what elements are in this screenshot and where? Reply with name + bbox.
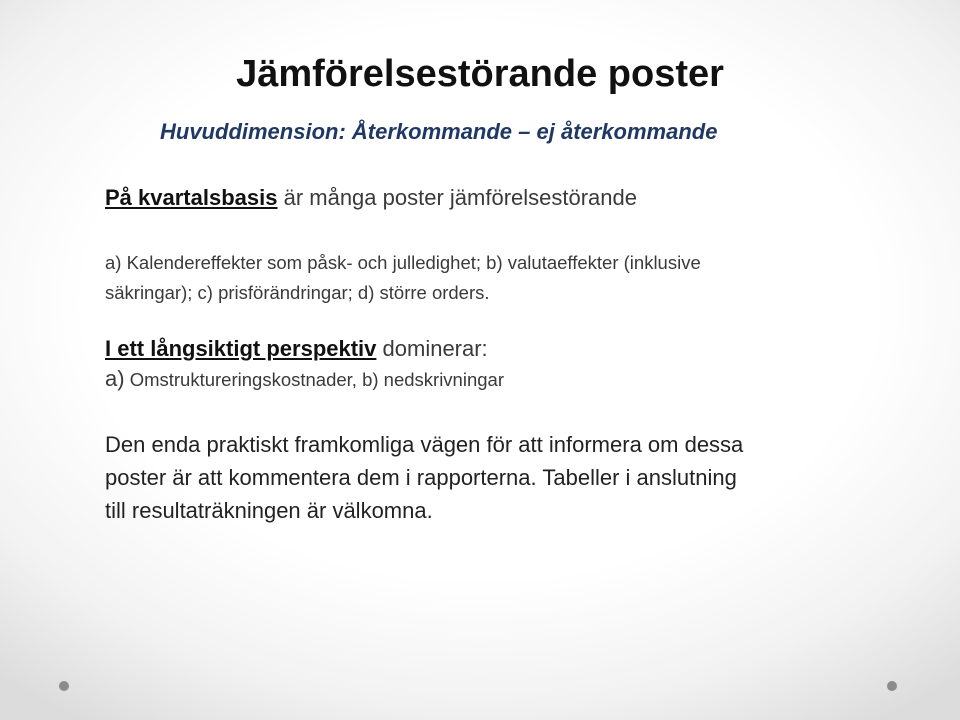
paragraph-quarterly-items <box>105 248 895 308</box>
quarterly-items-line-1: a) Kalendereffekter som påsk- och julledighet; b) valutaeffekter (inklusive <box>105 252 701 273</box>
slide-subtitle: Huvuddimension: Återkommande – ej återkommande <box>160 119 718 144</box>
quarterly-items-line-2: säkringar); c) prisförändringar; d) större orders. <box>105 282 490 303</box>
long-term-text: dominerar: <box>376 336 488 361</box>
decorative-dot-left <box>59 681 69 691</box>
paragraph-quarterly <box>105 184 895 212</box>
conclusion-line-1: Den enda praktiskt framkomliga vägen för att informera om dessa <box>105 432 744 457</box>
paragraph-long-term <box>105 334 895 395</box>
long-term-items: Omstruktureringskostnader, b) nedskrivningar <box>124 369 504 390</box>
long-term-item-lead: a) <box>105 366 125 391</box>
quarterly-emphasis: På kvartalsbasis <box>105 185 278 210</box>
paragraph-conclusion <box>105 428 895 527</box>
quarterly-text: är många poster jämförelsestörande <box>277 185 637 210</box>
long-term-line-1 <box>105 334 895 364</box>
conclusion-line-2: poster är att kommentera dem i rapporterna. Tabeller i anslutning <box>105 465 737 490</box>
decorative-dot-right <box>887 681 897 691</box>
slide-title: Jämförelsestörande poster <box>236 53 724 95</box>
long-term-emphasis: I ett långsiktigt perspektiv <box>105 336 377 361</box>
conclusion-line-3: till resultaträkningen är välkomna. <box>105 498 433 523</box>
long-term-line-2 <box>105 364 895 395</box>
